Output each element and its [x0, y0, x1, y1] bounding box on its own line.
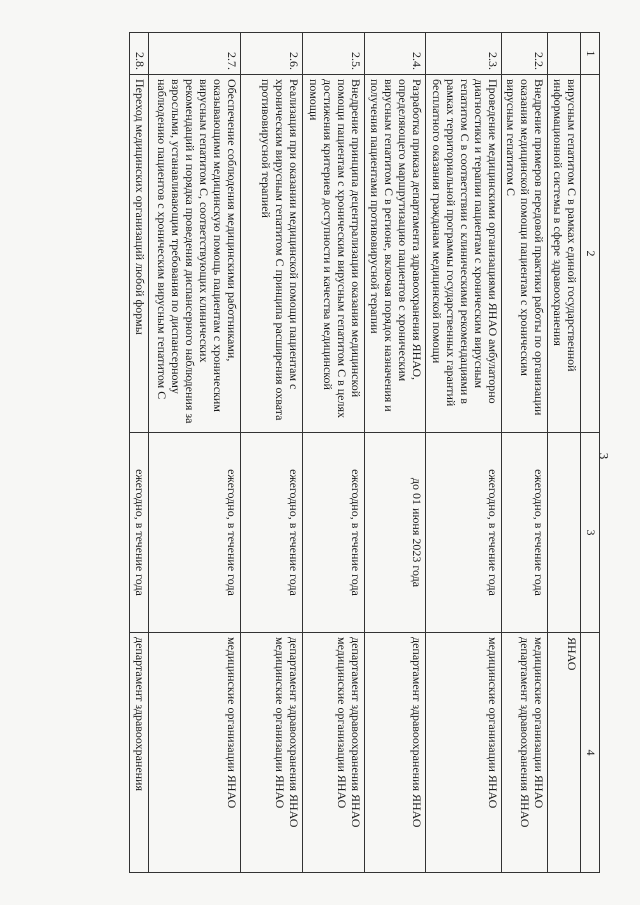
row-measure: вирусным гепатитом С в рамках единой государственной информационной системы в сфере здравоохранения	[548, 75, 581, 433]
row-responsible: медицинские организации ЯНАО департамент здравоохранения ЯНАО	[501, 633, 548, 873]
row-deadline: ежегодно, в течение года	[130, 433, 149, 633]
row-number: 2.8.	[130, 33, 149, 75]
row-measure: Внедрение примеров передовой практики работы по организации оказания медицинской помощи пациентам с хроническим вирусным гепатитом С	[501, 75, 548, 433]
row-number: 2.3.	[425, 33, 501, 75]
table-row	[148, 33, 240, 873]
table-row	[425, 33, 501, 873]
row-measure: Разработка приказа департамента здравоохранения ЯНАО, определяющего маршрутизацию пациентов с хроническим вирусным гепатитом С в регионе, включая порядок назначения и получения пациентами противовирусной терапии	[364, 75, 425, 433]
row-number: 2.5.	[302, 33, 364, 75]
row-deadline: ежегодно, в течение года	[501, 433, 548, 633]
row-responsible: департамент здравоохранения ЯНАО медицинские организации ЯНАО	[302, 633, 364, 873]
row-number: 2.2.	[501, 33, 548, 75]
header-col-3: 3	[581, 433, 600, 633]
row-deadline: до 01 июня 2023 года	[364, 433, 425, 633]
row-deadline: ежегодно, в течение года	[148, 433, 240, 633]
row-deadline: ежегодно, в течение года	[302, 433, 364, 633]
row-number: 2.4.	[364, 33, 425, 75]
row-number	[548, 33, 581, 75]
row-responsible: ЯНАО	[548, 633, 581, 873]
row-responsible: департамент здравоохранения ЯНАО медицинские организации ЯНАО	[240, 633, 302, 873]
row-measure: Реализация при оказании медицинской помощи пациентам с хроническим вирусным гепатитом С принципа расширения охвата противовирусной терапией	[240, 75, 302, 433]
table-row	[548, 33, 581, 873]
row-measure: Переход медицинских организаций любой формы	[130, 75, 149, 433]
header-col-4: 4	[581, 633, 600, 873]
header-col-1: 1	[581, 33, 600, 75]
row-responsible: медицинские организации ЯНАО	[425, 633, 501, 873]
row-responsible: департамент здравоохранения	[130, 633, 149, 873]
row-deadline: ежегодно, в течение года	[425, 433, 501, 633]
row-number: 2.6.	[240, 33, 302, 75]
row-number: 2.7.	[148, 33, 240, 75]
measures-table	[129, 32, 600, 873]
row-measure: Внедрение принципа децентрализации оказания медицинской помощи пациентам с хроническим вирусным гепатитом С в целях достижения критериев доступности и качества медицинской помощи	[302, 75, 364, 433]
row-responsible: медицинские организации ЯНАО	[148, 633, 240, 873]
row-measure: Проведение медицинскими организациями ЯНАО амбулаторно диагностики и терапии пациентам с хроническим вирусным гепатитом С в соответствии с клиническими рекомендациями в рамках территориальной программы государственных гарантий бесплатного оказания гражданам медицинской помощи	[425, 75, 501, 433]
page-number: 3	[596, 452, 612, 460]
rotated-page	[40, 32, 600, 872]
table-row	[240, 33, 302, 873]
header-col-2: 2	[581, 75, 600, 433]
table-row	[130, 33, 149, 873]
row-deadline: ежегодно, в течение года	[240, 433, 302, 633]
table-row	[364, 33, 425, 873]
table-row	[302, 33, 364, 873]
row-deadline	[548, 433, 581, 633]
table-row	[501, 33, 548, 873]
header-row	[581, 33, 600, 873]
row-responsible: департамент здравоохранения ЯНАО	[364, 633, 425, 873]
row-measure: Обеспечение соблюдения медицинскими работниками, оказывающими медицинскую помощь пациентам с хроническим вирусным гепатитом С, соответствующих клинических рекомендаций и порядка проведения диспансерного наблюдения за взрослыми, устанавливающим требования по диспансерному наблюдению пациентов с хроническим вирусным гепатитом С	[148, 75, 240, 433]
